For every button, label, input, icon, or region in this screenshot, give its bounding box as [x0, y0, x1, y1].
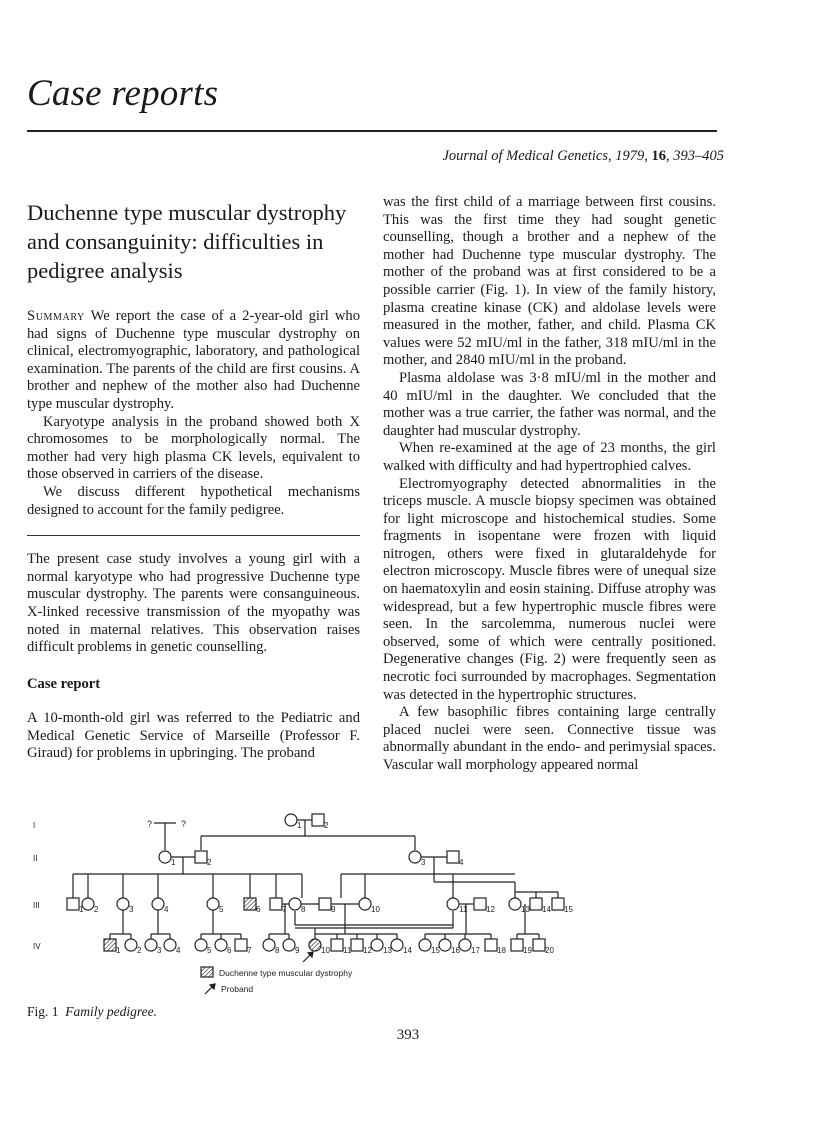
figure-caption [27, 1004, 157, 1020]
legend-affected-symbol [201, 967, 213, 977]
journal-pages: , 393–405 [666, 148, 724, 164]
pedigree-male-III-14 [530, 898, 542, 910]
pedigree-id-III-4: 4 [164, 905, 169, 914]
pedigree-female-IV-16 [439, 939, 451, 951]
pedigree-male-II-4 [447, 851, 459, 863]
pedigree-id-III-11: 11 [459, 905, 468, 914]
pedigree-id-IV-11: 11 [343, 946, 352, 955]
pedigree-id-IV-5: 5 [207, 946, 212, 955]
pedigree-female-III-8 [289, 898, 301, 910]
pedigree-female-IV-13 [371, 939, 383, 951]
pedigree-id-IV-3: 3 [157, 946, 162, 955]
pedigree-male-III-1 [67, 898, 79, 910]
pedigree-id-III-3: 3 [129, 905, 134, 914]
pedigree-id-III-8: 8 [301, 905, 306, 914]
unknown-parent-mark: ? [147, 819, 153, 829]
family-pedigree-figure [25, 812, 745, 1017]
pedigree-female-I-1 [285, 814, 297, 826]
pedigree-male-IV-12 [351, 939, 363, 951]
discussion-paragraph: We discuss different hypothetical mechanisms designed to account for the family pedigree. [27, 483, 360, 518]
pedigree-id-IV-18: 18 [497, 946, 506, 955]
pedigree-id-IV-19: 19 [523, 946, 532, 955]
pedigree-id-III-9: 9 [331, 905, 336, 914]
journal-citation [443, 148, 725, 165]
pedigree-female-IV-9 [283, 939, 295, 951]
right-paragraph-1: was the first child of a marriage between first cousins. This was the first time they had sought genetic counselling, though a brother and a nephew of the mother had Duchenne type muscular dystrophy. The mother of the proband was at first considered to be a possible carrier (Fig. 1). In view of the family history, plasma creatine kinase (CK) and aldolase levels were measured in the mother, father, and child. Plasma CK values were 52 mIU/ml in the father, 318 mIU/ml in the mother, and 2840 mIU/ml in the proband. [383, 194, 716, 369]
section-title: Case reports [27, 73, 219, 114]
pedigree-id-II-4: 4 [459, 858, 464, 867]
pedigree-female-III-5 [207, 898, 219, 910]
pedigree-id-III-15: 15 [564, 905, 573, 914]
pedigree-male-III-6 [244, 898, 256, 910]
summary-text: We report the case of a 2-year-old girl who had signs of Duchenne type muscular dystrophy on clinical, electromyographic, laboratory, and pathological examination. The parents of the child are first cousins. A brother and nephew of the mother also had Duchenne type muscular dystrophy. [27, 308, 360, 412]
pedigree-male-IV-18 [485, 939, 497, 951]
pedigree-male-I-2 [312, 814, 324, 826]
pedigree-female-III-13 [509, 898, 521, 910]
pedigree-id-I-1: 1 [297, 821, 302, 830]
pedigree-id-II-2: 2 [207, 858, 212, 867]
legend-proband-text: Proband [221, 984, 254, 994]
pedigree-male-IV-7 [235, 939, 247, 951]
pedigree-female-III-3 [117, 898, 129, 910]
journal-year: , 1979, [608, 148, 652, 164]
pedigree-id-IV-9: 9 [295, 946, 300, 955]
pedigree-male-IV-19 [511, 939, 523, 951]
legend-affected-text: Duchenne type muscular dystrophy [219, 968, 353, 978]
pedigree-id-II-1: 1 [171, 858, 176, 867]
caption-text: Family pedigree. [65, 1004, 157, 1019]
pedigree-female-IV-3 [145, 939, 157, 951]
journal-name: Journal of Medical Genetics [442, 148, 608, 164]
summary-label: Summary [27, 308, 85, 324]
pedigree-female-IV-17 [459, 939, 471, 951]
pedigree-id-IV-13: 13 [383, 946, 392, 955]
pedigree-id-IV-1: 1 [116, 946, 121, 955]
caption-label: Fig. 1 [27, 1004, 59, 1019]
unknown-parent-mark: ? [181, 819, 187, 829]
pedigree-id-III-7: 7 [282, 905, 287, 914]
pedigree-female-IV-6 [215, 939, 227, 951]
case-report-heading: Case report [27, 675, 101, 692]
pedigree-id-III-1: 1 [79, 905, 84, 914]
article-title: Duchenne type muscular dystrophy and consanguinity: difficulties in pedigree analysis [27, 200, 347, 283]
page-number: 393 [396, 1027, 420, 1043]
pedigree-female-IV-15 [419, 939, 431, 951]
pedigree-id-IV-20: 20 [545, 946, 554, 955]
right-paragraph-2: Plasma aldolase was 3·8 mIU/ml in the mother and 40 mIU/ml in the daughter. We concluded that the mother was a true carrier, the father was normal, and the daughter had muscular dystrophy. [383, 369, 716, 439]
pedigree-female-IV-8 [263, 939, 275, 951]
right-paragraph-5: A few basophilic fibres containing large centrally placed nuclei were seen. Connective tissue was abnormally abundant in the endo- and perimysial spaces. Vascular wall morphology appeared normal [383, 704, 716, 773]
pedigree-female-II-3 [409, 851, 421, 863]
right-column [383, 194, 716, 775]
pedigree-male-III-9 [319, 898, 331, 910]
pedigree-female-III-2 [82, 898, 94, 910]
karyotype-paragraph: Karyotype analysis in the proband showed both X chromosomes to be morphologically normal. The mother had very high plasma CK levels, equivalent to those observed in carriers of the disease. [27, 413, 360, 483]
pedigree-id-II-3: 3 [421, 858, 426, 867]
pedigree-female-III-11 [447, 898, 459, 910]
pedigree-id-III-10: 10 [371, 905, 380, 914]
journal-volume: 16 [651, 148, 666, 164]
intro-paragraph: The present case study involves a young girl with a normal karyotype who had progressive Duchenne type muscular dystrophy. The parents were consanguineous. X-linked recessive transmission of the myopathy was noted in maternal relatives. This observation raises difficult problems in genetic counselling. [27, 551, 360, 656]
summary-divider [27, 535, 360, 536]
pedigree-female-IV-10 [309, 939, 321, 951]
pedigree-id-III-2: 2 [94, 905, 99, 914]
pedigree-id-IV-12: 12 [363, 946, 372, 955]
pedigree-female-III-10 [359, 898, 371, 910]
header-rule [27, 130, 717, 132]
pedigree-female-II-1 [159, 851, 171, 863]
pedigree-id-IV-17: 17 [471, 946, 480, 955]
pedigree-male-II-2 [195, 851, 207, 863]
pedigree-male-IV-20 [533, 939, 545, 951]
pedigree-id-III-14: 14 [542, 905, 551, 914]
summary-paragraph [27, 308, 360, 414]
pedigree-id-IV-10: 10 [321, 946, 330, 955]
pedigree-id-IV-16: 16 [451, 946, 460, 955]
pedigree-id-III-12: 12 [486, 905, 495, 914]
pedigree-id-IV-15: 15 [431, 946, 440, 955]
pedigree-id-IV-2: 2 [137, 946, 142, 955]
right-paragraph-3: When re-examined at the age of 23 months, the girl walked with difficulty and had hypertrophied calves. [383, 440, 716, 474]
pedigree-id-IV-6: 6 [227, 946, 232, 955]
pedigree-male-III-7 [270, 898, 282, 910]
pedigree-male-IV-11 [331, 939, 343, 951]
pedigree-male-III-12 [474, 898, 486, 910]
generation-label-III: III [33, 901, 40, 910]
pedigree-female-IV-4 [164, 939, 176, 951]
right-paragraph-4: Electromyography detected abnormalities in the triceps muscle. A muscle biopsy specimen was obtained for light microscope and histochemical studies. Some fragments in isopentane were frozen with liquid nitrogen, others were fixed in glutaraldehyde for electron microscopy. Muscle fibres were of unequal size on haematoxylin and eosin staining. Diffuse atrophy was widespread, but a few hypertrophic muscle fibres were seen. In the sarcolemma, numerous nuclei were observed, some of which were centrally positioned. Degenerative changes (Fig. 2) were frequently seen as necrotic foci surrounded by macrophages. Segmentation was detected in the hypertrophic structures. [383, 475, 716, 703]
pedigree-female-IV-2 [125, 939, 137, 951]
pedigree-id-I-2: 2 [324, 821, 329, 830]
left-column [27, 198, 360, 763]
pedigree-id-III-6: 6 [256, 905, 261, 914]
generation-label-II: II [33, 854, 38, 863]
case-paragraph-1: A 10-month-old girl was referred to the Pediatric and Medical Genetic Service of Marseille (Professor F. Giraud) for problems in upbringing. The proband [27, 710, 360, 762]
generation-label-IV: IV [33, 942, 41, 951]
pedigree-id-IV-8: 8 [275, 946, 280, 955]
pedigree-male-IV-1 [104, 939, 116, 951]
generation-label-I: I [33, 821, 36, 830]
pedigree-id-III-5: 5 [219, 905, 224, 914]
pedigree-id-III-13: 13 [521, 905, 530, 914]
pedigree-female-III-4 [152, 898, 164, 910]
pedigree-male-III-15 [552, 898, 564, 910]
pedigree-female-IV-14 [391, 939, 403, 951]
pedigree-id-IV-7: 7 [247, 946, 252, 955]
pedigree-id-IV-4: 4 [176, 946, 181, 955]
pedigree-female-IV-5 [195, 939, 207, 951]
pedigree-id-IV-14: 14 [403, 946, 412, 955]
